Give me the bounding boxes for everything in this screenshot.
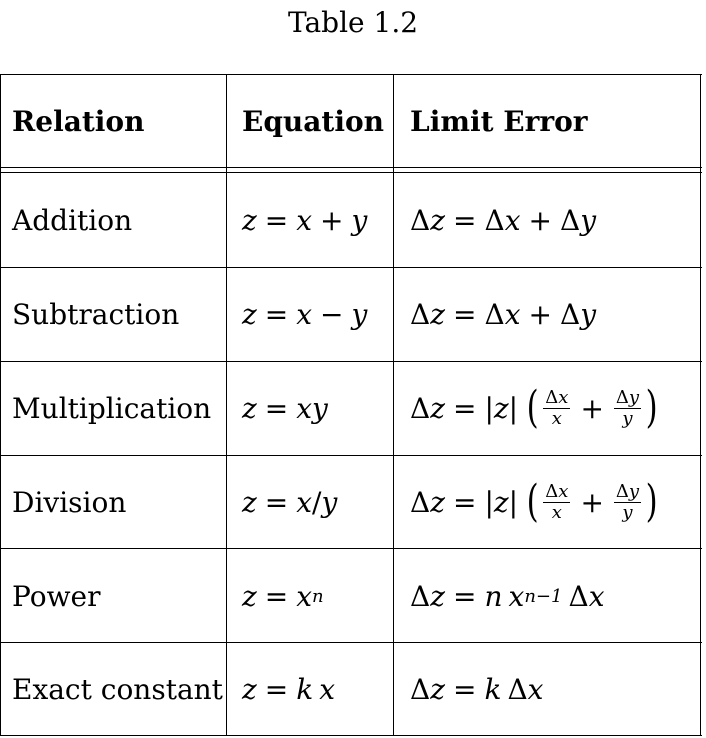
var-z: z (242, 297, 257, 331)
delta-symbol: Δ (410, 391, 431, 425)
var-z: z (242, 391, 257, 425)
table-right-border (700, 74, 701, 736)
var-z: z (493, 391, 509, 425)
var-z: z (493, 485, 509, 519)
var-y: y (351, 203, 368, 237)
var-k: k (484, 673, 502, 706)
equals-sign: = (264, 485, 289, 519)
equals-sign: = (453, 579, 477, 613)
delta-symbol: Δ (507, 673, 528, 706)
right-paren: ) (645, 382, 658, 433)
var-x: x (551, 501, 562, 523)
equals-sign: = (453, 391, 477, 425)
equals-sign: = (453, 297, 477, 331)
delta-symbol: Δ (484, 297, 505, 331)
plus-sign: + (528, 203, 552, 237)
var-y: y (622, 501, 633, 523)
var-x: x (551, 407, 562, 429)
var-x: x (296, 485, 313, 519)
equation-cell (242, 361, 328, 455)
var-z: z (242, 485, 257, 519)
table-caption: Table 1.2 (287, 6, 419, 39)
delta-symbol: Δ (410, 579, 431, 613)
exponent-n: n (312, 585, 324, 607)
limit-error-cell (410, 361, 660, 455)
equals-sign: = (453, 203, 477, 237)
var-x: x (504, 297, 521, 331)
var-x: x (504, 203, 521, 237)
var-x: x (296, 391, 313, 425)
delta-symbol: Δ (545, 480, 559, 502)
equals-sign: = (264, 297, 289, 331)
equals-sign: = (264, 391, 289, 425)
equation-cell (242, 549, 324, 643)
limit-error-cell (410, 455, 660, 549)
equation-cell (242, 267, 367, 361)
var-y: y (622, 407, 633, 429)
var-y: y (580, 203, 597, 237)
limit-error-cell (410, 643, 543, 736)
var-y: y (580, 297, 597, 331)
var-x: x (558, 480, 569, 502)
delta-symbol: Δ (559, 203, 581, 237)
var-z: z (430, 297, 445, 331)
right-paren: ) (645, 476, 658, 527)
relation-cell: Exact constant (12, 673, 223, 706)
var-x: x (296, 579, 313, 613)
delta-symbol: Δ (545, 386, 559, 408)
var-z: z (430, 485, 445, 519)
relation-cell: Subtraction (12, 297, 180, 331)
var-z: z (430, 673, 445, 706)
plus-sign: + (528, 297, 552, 331)
delta-symbol: Δ (484, 203, 505, 237)
plus-sign: + (320, 203, 344, 237)
fraction-dx-over-x (543, 388, 570, 429)
equation-cell (242, 643, 335, 736)
equals-sign: = (264, 579, 289, 613)
var-x: x (296, 203, 313, 237)
limit-error-cell (410, 173, 596, 267)
delta-symbol: Δ (410, 297, 431, 331)
plus-sign: + (580, 485, 604, 519)
delta-symbol: Δ (615, 480, 629, 502)
limit-error-cell (410, 549, 604, 643)
var-z: z (430, 579, 445, 613)
relation-cell: Division (12, 485, 127, 519)
var-x: x (319, 673, 335, 706)
var-k: k (296, 673, 314, 706)
var-n: n (484, 579, 503, 613)
var-y: y (321, 485, 338, 519)
column-divider (226, 74, 227, 736)
relation-cell: Multiplication (12, 391, 212, 425)
delta-symbol: Δ (615, 386, 629, 408)
delta-symbol: Δ (410, 673, 431, 706)
relation-cell: Power (12, 579, 101, 613)
var-z: z (242, 579, 257, 613)
header-equation: Equation (242, 104, 385, 138)
equals-sign: = (453, 673, 477, 706)
delta-symbol: Δ (410, 485, 431, 519)
var-x: x (558, 386, 569, 408)
var-z: z (430, 203, 445, 237)
relation-cell: Addition (12, 203, 133, 237)
limit-error-cell (410, 267, 596, 361)
var-x: x (527, 673, 544, 706)
table-left-border (0, 74, 1, 736)
left-paren: ( (526, 476, 539, 527)
equals-sign: = (453, 485, 477, 519)
var-y: y (628, 386, 640, 408)
abs-bar: | (484, 391, 494, 425)
var-y: y (351, 297, 368, 331)
minus-sign: − (320, 297, 344, 331)
left-paren: ( (526, 382, 539, 433)
var-y: y (312, 391, 328, 425)
equation-cell (242, 173, 367, 267)
var-z: z (242, 673, 257, 706)
slash-sign: / (312, 485, 322, 519)
delta-symbol: Δ (410, 203, 431, 237)
var-z: z (242, 203, 257, 237)
equals-sign: = (264, 203, 289, 237)
fraction-dy-over-y (614, 388, 641, 429)
delta-symbol: Δ (559, 297, 581, 331)
exponent-n-minus-1: n−1 (524, 585, 563, 607)
abs-bar: | (508, 391, 519, 425)
var-x: x (296, 297, 313, 331)
abs-bar: | (484, 485, 494, 519)
equals-sign: = (264, 673, 289, 706)
header-limit-error: Limit Error (410, 104, 588, 138)
column-divider (393, 74, 394, 736)
var-y: y (628, 480, 640, 502)
fraction-dy-over-y (614, 482, 641, 523)
fraction-dx-over-x (543, 482, 570, 523)
var-x: x (588, 579, 605, 613)
plus-sign: + (580, 391, 604, 425)
delta-symbol: Δ (568, 579, 589, 613)
equation-cell (242, 455, 337, 549)
var-x: x (508, 579, 525, 613)
header-relation: Relation (12, 104, 145, 138)
limit-error-table (0, 74, 702, 736)
var-z: z (430, 391, 445, 425)
abs-bar: | (508, 485, 519, 519)
